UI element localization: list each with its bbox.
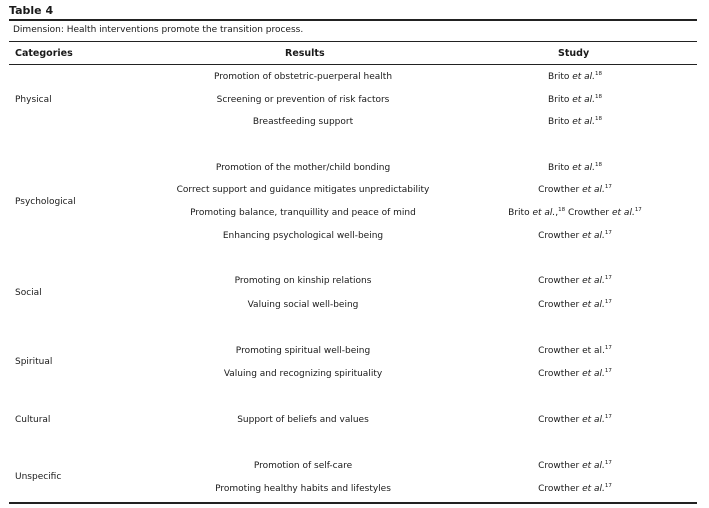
result-cell: Enhancing psychological well-being <box>222 231 384 241</box>
study-text: et al. <box>582 415 605 425</box>
study-text: et al. <box>572 72 596 82</box>
study-text: et al. <box>612 208 635 218</box>
study-text: Brito <box>547 163 573 173</box>
category-psychological: Psychological <box>15 197 76 207</box>
reference-number: 17 <box>604 345 612 351</box>
study-text: Brito <box>547 72 573 82</box>
header-rule <box>9 64 697 65</box>
study-text: et al. <box>532 208 556 218</box>
study-text: Crowther <box>538 461 583 471</box>
header-study: Study <box>558 48 590 59</box>
result-cell: Promotion of obstetric-puerperal health <box>213 72 393 82</box>
study-text: et al. <box>572 117 596 127</box>
study-text: Crowther <box>538 185 583 195</box>
dimension-caption: Dimension: Health interventions promote the transition process. <box>13 25 304 35</box>
study-cell <box>480 95 670 105</box>
header-results: Results <box>285 48 325 59</box>
category-unspecific: Unspecific <box>15 472 62 482</box>
study-cell <box>480 185 670 195</box>
result-cell: Promoting spiritual well-being <box>235 346 371 356</box>
result-cell: Screening or prevention of risk factors <box>216 95 390 105</box>
study-text: Crowther <box>538 484 583 494</box>
reference-number: 18 <box>595 162 603 168</box>
table-label: Table 4 <box>9 4 54 17</box>
result-cell: Breastfeeding support <box>252 117 354 127</box>
study-text: et al. <box>582 185 605 195</box>
study-text: Crowther <box>565 208 612 218</box>
category-social: Social <box>15 288 42 298</box>
study-text: Crowther <box>538 415 583 425</box>
dimension-rule <box>9 41 697 42</box>
reference-number: 17 <box>604 184 612 190</box>
study-text: et al. <box>582 300 605 310</box>
study-cell <box>480 369 670 379</box>
study-text: Brito <box>508 208 533 218</box>
result-cell: Valuing and recognizing spirituality <box>223 369 383 379</box>
category-spiritual: Spiritual <box>15 357 53 367</box>
study-text: , <box>555 208 559 218</box>
study-text: et al. <box>582 369 605 379</box>
reference-number: 18 <box>595 71 603 77</box>
study-cell <box>480 461 670 471</box>
study-cell <box>480 300 670 310</box>
study-text: et al. <box>572 163 596 173</box>
study-text: Crowther <box>538 276 583 286</box>
result-cell: Promotion of the mother/child bonding <box>215 163 391 173</box>
study-text: et al. <box>582 484 605 494</box>
bottom-rule <box>9 502 697 504</box>
study-text: et al. <box>582 276 605 286</box>
study-text: et al. <box>582 231 605 241</box>
result-cell: Promoting healthy habits and lifestyles <box>215 484 391 494</box>
category-physical: Physical <box>15 95 52 105</box>
reference-number: 17 <box>604 368 612 374</box>
study-cell <box>480 415 670 425</box>
reference-number: 17 <box>604 230 612 236</box>
study-cell <box>480 484 670 494</box>
reference-number: 17 <box>604 414 612 420</box>
reference-number: 17 <box>634 207 642 213</box>
study-cell <box>480 72 670 82</box>
reference-number: 18 <box>595 94 603 100</box>
study-text: Crowther et al. <box>538 346 605 356</box>
reference-number: 17 <box>604 460 612 466</box>
header-categories: Categories <box>15 48 73 59</box>
reference-number: 18 <box>558 207 566 213</box>
result-cell: Support of beliefs and values <box>237 415 369 425</box>
result-cell: Valuing social well-being <box>247 300 359 310</box>
study-text: Crowther <box>538 300 583 310</box>
result-cell: Promoting balance, tranquillity and peace of mind <box>190 208 416 218</box>
study-cell <box>480 346 670 356</box>
study-text: Brito <box>547 117 573 127</box>
study-text: Brito <box>547 95 573 105</box>
study-text: et al. <box>582 461 605 471</box>
study-text: Crowther <box>538 369 583 379</box>
result-cell: Promoting on kinship relations <box>234 276 372 286</box>
study-text: Crowther <box>538 231 583 241</box>
study-cell <box>480 276 670 286</box>
top-rule <box>9 19 697 21</box>
reference-number: 17 <box>604 275 612 281</box>
reference-number: 17 <box>604 483 612 489</box>
category-cultural: Cultural <box>15 415 51 425</box>
reference-number: 17 <box>604 299 612 305</box>
study-cell <box>480 231 670 241</box>
study-text: et al. <box>572 95 596 105</box>
result-cell: Correct support and guidance mitigates unpredictability <box>176 185 430 195</box>
study-cell <box>480 163 670 173</box>
reference-number: 18 <box>595 116 603 122</box>
study-cell <box>480 117 670 127</box>
result-cell: Promotion of self-care <box>253 461 353 471</box>
study-cell <box>480 208 670 218</box>
